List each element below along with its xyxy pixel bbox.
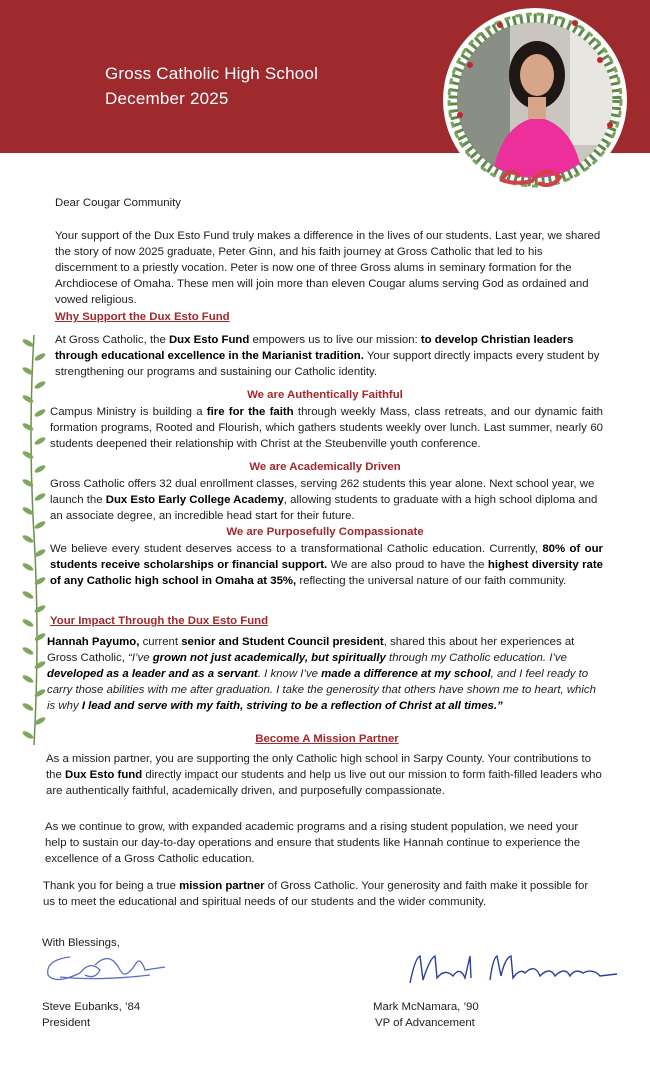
faithful-paragraph (50, 404, 603, 452)
vine-leaf (22, 646, 35, 656)
vine-leaf (22, 338, 35, 348)
text-segment: As we continue to grow, with expanded academic programs and a rising student population, we need your help to sustain our day-to-day operations and ensure that students like Hannah continue to experience the excellence of a Gross Catholic education. (45, 821, 581, 865)
vine-leaf (22, 562, 35, 572)
intro-paragraph (55, 228, 607, 308)
text-segment: of Gross Catholic. Your generosity and faith make it possible for us to meet the educational and spiritual needs of our students and the wider community. (43, 880, 589, 908)
vine-leaf (22, 450, 35, 460)
heading-mission-partner: Become A Mission Partner (255, 733, 399, 745)
signature-steve-eubanks (40, 945, 170, 990)
compassion-paragraph (50, 541, 603, 589)
text-segment: , allowing students to graduate with a high school diploma and an associate degree, an incredible head start for their future. (50, 494, 598, 522)
mission-paragraph (55, 332, 607, 380)
bold-text: highest diversity rate of any Catholic high school in Omaha at 35%, (50, 559, 603, 587)
vine-leaf (22, 674, 35, 684)
signature-mark-mcnamara (405, 948, 620, 993)
text-segment: through weekly Mass, class retreats, and our dynamic faith formation programs, Rooted and Flourish, which gathers students weekly over lunch. Last summer, nearly 60 students deepened their relationship with Christ at the Steubenville youth conference. (50, 406, 603, 450)
text-segment: Your support directly impacts every student by strengthening our programs and sustaining our Catholic identity. (55, 350, 600, 378)
text-segment: We are also proud to have the (327, 559, 488, 571)
vine-leaf (34, 660, 47, 670)
text-segment: reflecting the universal nature of our faith community. (296, 575, 567, 587)
text-segment: current (139, 636, 182, 648)
bold-text: Dux Esto Early College Academy (105, 494, 284, 506)
text-segment: As a mission partner, you are supporting the only Catholic high school in Sarpy County. Your contributions to the (46, 753, 591, 781)
testimonial-paragraph (47, 634, 607, 714)
bold-text: Dux Esto fund (65, 769, 143, 781)
closing: With Blessings, (42, 937, 120, 949)
italic-text: . I know I’ve (257, 668, 322, 680)
text-segment: directly impact our students and help us live out our mission to form faith-filled leaders who are authentically faithful, academically driven, and purposefully compassionate. (46, 769, 602, 797)
vine-leaf (34, 436, 47, 446)
bold-text: developed as a leader and as a servant (47, 668, 258, 680)
heading-faithful: We are Authentically Faithful (247, 389, 403, 401)
signer-2-role: VP of Advancement (375, 1017, 475, 1029)
bold-text: made a difference at my school (321, 668, 491, 680)
thanks-paragraph (43, 878, 603, 910)
signer-1-role: President (42, 1017, 91, 1029)
bold-text: grown not just academically, but spiritually (152, 652, 386, 664)
text-segment: , shared this about her experiences at Gross Catholic, (47, 636, 575, 664)
heading-compassion: We are Purposefully Compassionate (226, 526, 424, 538)
text-segment: empowers us to live our mission: (249, 334, 421, 346)
signer-2-name: Mark McNamara, ’90 (373, 1001, 479, 1013)
school-name: Gross Catholic High School (105, 64, 319, 83)
heading-impact: Your Impact Through the Dux Esto Fund (50, 615, 269, 627)
bold-text: Hannah Payumo, (47, 636, 140, 648)
growth-paragraph (45, 819, 600, 867)
partner-paragraph (46, 751, 608, 799)
text-segment: Gross Catholic offers 32 dual enrollment classes, serving 262 students this year alone. Next school year, we launch the (50, 478, 595, 506)
text-segment: Campus Ministry is building a (50, 406, 207, 418)
vine-leaf (34, 492, 47, 502)
bold-text: senior and Student Council president (181, 636, 384, 648)
italic-text: , and I feel ready to carry those abilities with me after graduation. I take the generosity that others have shown me to heart, which is why (47, 668, 596, 712)
vine-leaf (22, 618, 35, 628)
signer-1-name: Steve Eubanks, ’84 (42, 1001, 141, 1013)
heading-why-support: Why Support the Dux Esto Fund (55, 311, 230, 323)
vine-leaf (22, 702, 35, 712)
issue-date: December 2025 (105, 89, 229, 108)
italic-text: “I’ve (128, 652, 153, 664)
text-segment: At Gross Catholic, the (55, 334, 169, 346)
text-segment: We believe every student deserves access to a transformational Catholic education. Currently, (50, 543, 543, 555)
bold-text: Dux Esto Fund (168, 334, 250, 346)
bold-text: mission partner (179, 880, 265, 892)
text-segment: Your support of the Dux Esto Fund truly makes a difference in the lives of our students. Last year, we shared the story of now 2025 graduate, Peter Ginn, and his faith journey at Gross Catholic that led to his discernment to a priestly vocation. Peter is now one of three Gross alums in seminary formation for the Archdiocese of Omaha. These men will join more than eleven Cougar alums serving God as ordained and vowed religious. (55, 230, 601, 306)
italic-text: through my Catholic education. I’ve (385, 652, 567, 664)
vine-leaf (34, 632, 47, 642)
heading-academic: We are Academically Driven (249, 461, 401, 473)
academic-paragraph (50, 476, 605, 524)
bold-text: fire for the faith (206, 406, 294, 418)
bold-text: to develop Christian leaders through educational excellence in the Marianist tradition. (55, 334, 574, 362)
bold-text: I lead and serve with my faith, striving to be a reflection of Christ at all times.” (81, 700, 503, 712)
vine-leaf (34, 352, 47, 362)
bold-text: 80% of our students receive scholarships or financial support. (50, 543, 603, 571)
vine-leaf (22, 590, 35, 600)
vine-leaf (34, 604, 47, 614)
vine-leaf (22, 422, 35, 432)
text-segment: Thank you for being a true (43, 880, 180, 892)
greeting: Dear Cougar Community (55, 197, 181, 209)
student-photo-wreath (440, 5, 630, 195)
vine-leaf (34, 408, 47, 418)
